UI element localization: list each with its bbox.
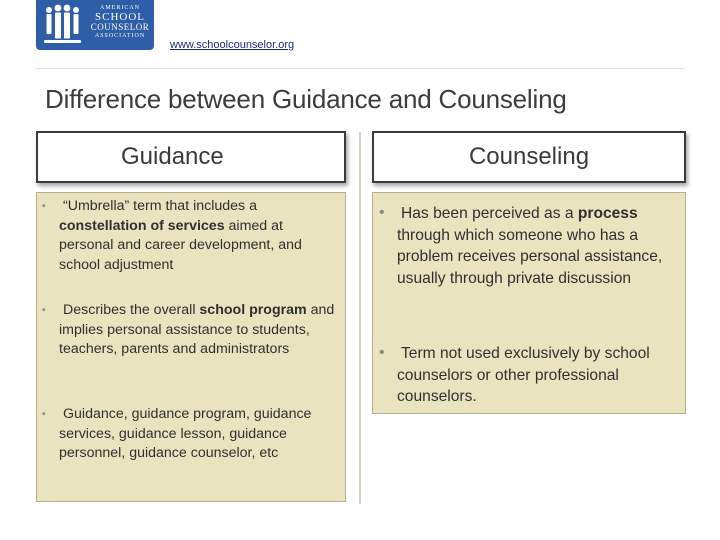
people-figures-icon bbox=[36, 0, 88, 50]
counseling-bullet-2 bbox=[379, 343, 683, 408]
guidance-bullet-3 bbox=[42, 405, 341, 464]
guidance-bullet-1-pre: “Umbrella” term that includes a bbox=[63, 198, 257, 214]
guidance-bullet-2-post: and implies personal assistance to students, teachers, parents and administrators bbox=[59, 302, 335, 357]
bullet-dot-icon: • bbox=[379, 204, 385, 221]
website-link[interactable]: www.schoolcounselor.org bbox=[170, 39, 295, 51]
column-divider bbox=[359, 132, 361, 504]
bullet-dot-icon: • bbox=[42, 409, 46, 420]
bullet-dot-icon: • bbox=[42, 305, 46, 316]
counseling-bullet-1 bbox=[379, 203, 683, 289]
guidance-bullet-1-post: aimed at personal and career development, and school adjustment bbox=[59, 217, 302, 273]
counseling-bullet-1-pre: Has been perceived as a bbox=[401, 205, 578, 222]
guidance-bullet-1-bold: constellation of services bbox=[59, 217, 225, 234]
counseling-heading-box bbox=[372, 131, 686, 183]
counseling-bullet-1-bold: process bbox=[577, 205, 638, 222]
counseling-bullet-2-text: Term not used exclusively by school counselors or other professional counselors. bbox=[397, 345, 650, 405]
counseling-panel bbox=[372, 192, 686, 414]
guidance-bullet-1 bbox=[42, 197, 341, 275]
logo-line-american: AMERICAN bbox=[99, 5, 140, 11]
logo-line-school: SCHOOL bbox=[94, 11, 145, 23]
guidance-bullet-3-text: Guidance, guidance program, guidance services, guidance lesson, guidance personnel, guidance counselor, etc bbox=[59, 406, 312, 461]
logo-line-association: ASSOCIATION bbox=[94, 33, 146, 39]
asca-logo bbox=[36, 0, 154, 50]
guidance-bullet-2 bbox=[42, 301, 341, 360]
counseling-bullet-1-post: through which someone who has a problem receives personal assistance, usually through private discussion bbox=[397, 226, 663, 287]
bullet-dot-icon: • bbox=[379, 344, 385, 361]
guidance-heading-box bbox=[36, 131, 346, 183]
counseling-heading: Counseling bbox=[468, 143, 590, 170]
bullet-dot-icon: • bbox=[42, 201, 46, 212]
guidance-bullet-2-pre: Describes the overall bbox=[63, 302, 200, 318]
logo-wordmark bbox=[88, 4, 152, 40]
logo-line-counselor: COUNSELOR bbox=[90, 22, 150, 32]
title-divider bbox=[36, 68, 684, 69]
guidance-heading: Guidance bbox=[121, 143, 224, 170]
guidance-bullet-2-bold: school program bbox=[199, 302, 307, 318]
guidance-panel bbox=[36, 192, 346, 502]
slide-title: Difference between Guidance and Counseling bbox=[45, 84, 567, 114]
